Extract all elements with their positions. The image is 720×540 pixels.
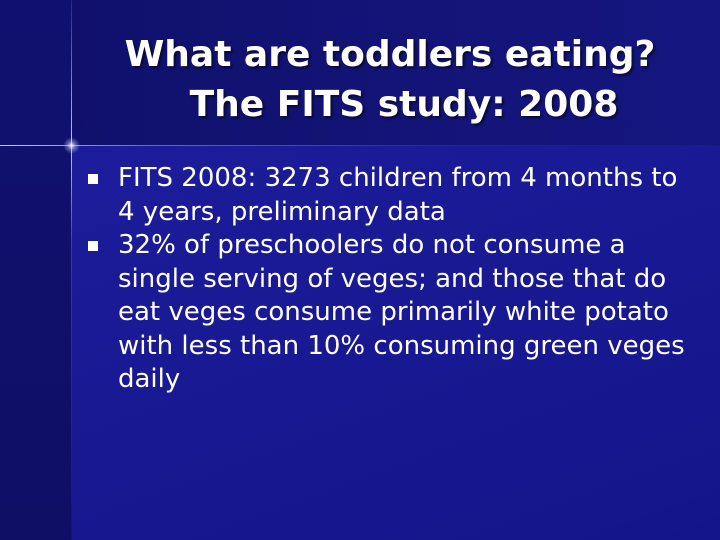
bullet-item — [88, 229, 688, 397]
vertical-accent-line — [71, 0, 72, 540]
bullet-list — [88, 162, 688, 397]
bullet-item — [88, 162, 688, 229]
slide-title-line-2: The FITS study: 2008 — [189, 84, 619, 125]
square-bullet-icon — [88, 174, 98, 184]
square-bullet-icon — [88, 241, 98, 251]
slide-title-line-1: What are toddlers eating? — [124, 34, 656, 75]
bullet-text: FITS 2008: 3273 children from 4 months to 4 years, preliminary data — [118, 163, 678, 227]
horizontal-accent-line — [0, 145, 720, 146]
cross-sparkle-icon — [63, 137, 80, 154]
slide-title — [80, 30, 700, 130]
left-band — [0, 0, 72, 540]
bullet-text: 32% of preschoolers do not consume a single serving of veges; and those that do eat veges consume primarily white potato with less than 10% consuming green veges daily — [118, 230, 685, 394]
